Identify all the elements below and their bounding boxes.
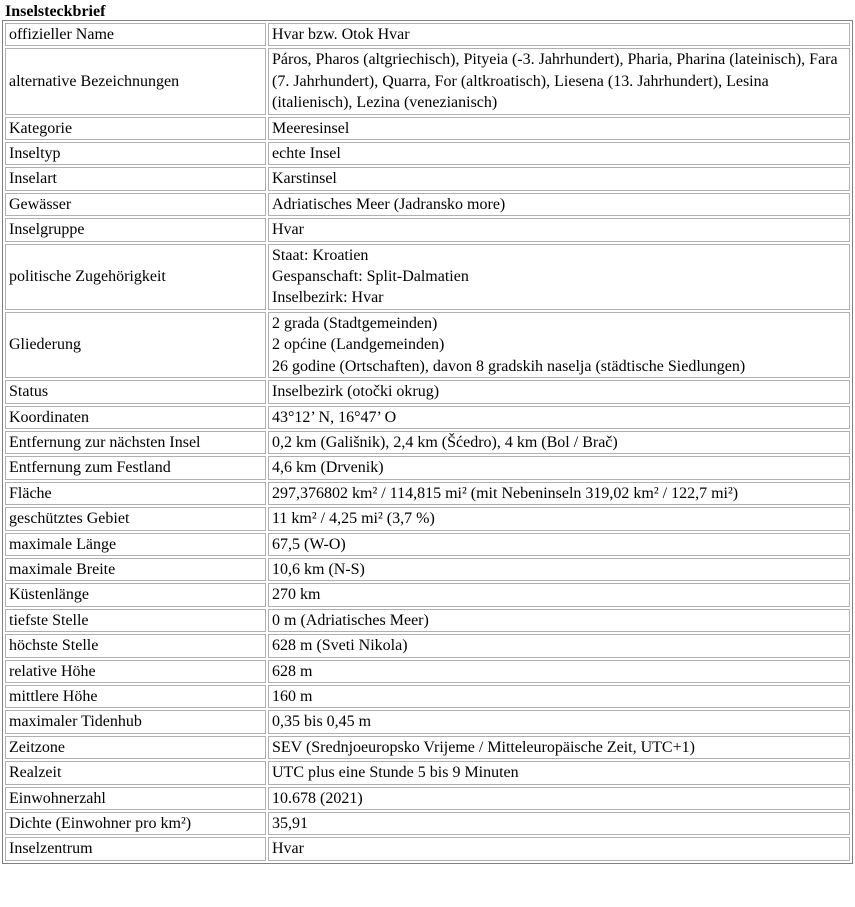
value-line: 11 km² / 4,25 mi² (3,7 %) (272, 510, 435, 528)
row-label: Einwohnerzahl (5, 787, 266, 810)
table-row (5, 406, 850, 429)
table-row (5, 787, 850, 810)
row-label: Entfernung zum Festland (5, 456, 266, 479)
value-line: 10,6 km (N-S) (272, 560, 365, 578)
value-line: 26 godine (Ortschaften), davon 8 gradskih naselja (städtische Siedlungen) (272, 357, 746, 375)
value-line: 297,376802 km² / 114,815 mi² (mit Nebeninseln 319,02 km² / 122,7 mi²) (272, 484, 739, 502)
table-row (5, 193, 850, 216)
row-value (268, 312, 850, 378)
row-label: maximale Länge (5, 533, 266, 556)
table-row (5, 609, 850, 632)
value-line: 160 m (272, 687, 313, 705)
row-label: Gliederung (5, 312, 266, 378)
table-row (5, 218, 850, 241)
row-value (268, 634, 850, 657)
row-label: geschütztes Gebiet (5, 507, 266, 530)
value-line: 35,91 (272, 815, 308, 832)
table-row (5, 244, 850, 310)
row-value (268, 837, 850, 860)
value-line: 628 m (272, 662, 313, 680)
table-row (5, 23, 850, 46)
value-line: Staat: Kroatien (272, 246, 369, 264)
row-value (268, 380, 850, 403)
value-line: Adriatisches Meer (Jadransko more) (272, 195, 506, 213)
value-line: 67,5 (W-O) (272, 535, 346, 553)
row-label: maximale Breite (5, 558, 266, 581)
row-label: Gewässer (5, 193, 266, 216)
row-label: Inselzentrum (5, 837, 266, 860)
table-row (5, 558, 850, 581)
table-row (5, 482, 850, 505)
value-line: 270 km (272, 586, 321, 604)
value-line: UTC plus eine Stunde 5 bis 9 Minuten (272, 764, 519, 782)
row-label: maximaler Tidenhub (5, 710, 266, 733)
value-line: Meeresinsel (272, 119, 350, 137)
value-line: 43°12’ N, 16°47’ O (272, 408, 397, 426)
table-row (5, 685, 850, 708)
row-label: Inselart (5, 167, 266, 190)
row-value (268, 583, 850, 606)
row-value (268, 660, 850, 683)
row-label: Koordinaten (5, 406, 266, 429)
table-caption: Inselsteckbrief (5, 3, 106, 20)
row-value (268, 736, 850, 759)
row-value (268, 244, 850, 310)
row-label: mittlere Höhe (5, 685, 266, 708)
value-line: Gespanschaft: Split-Dalmatien (272, 268, 469, 286)
row-value (268, 558, 850, 581)
row-value (268, 456, 850, 479)
value-line: 2 općine (Landgemeinden) (272, 336, 445, 354)
row-value (268, 218, 850, 241)
row-value (268, 142, 850, 165)
value-line: Hvar (272, 840, 304, 858)
row-label: Zeitzone (5, 736, 266, 759)
table-row (5, 456, 850, 479)
table-body (5, 23, 850, 861)
row-value (268, 812, 850, 835)
row-label: tiefste Stelle (5, 609, 266, 632)
value-line: SEV (Srednjoeuropsko Vrijeme / Mitteleuropäische Zeit, UTC+1) (272, 738, 695, 756)
row-value (268, 23, 850, 46)
row-value (268, 787, 850, 810)
island-profile-table (2, 20, 853, 864)
row-label: Status (5, 380, 266, 403)
table-row (5, 507, 850, 530)
row-value (268, 431, 850, 454)
value-line: 0,35 bis 0,45 m (272, 713, 372, 731)
row-label: alternative Bezeichnungen (5, 48, 266, 114)
value-line: 0 m (Adriatisches Meer) (272, 611, 429, 629)
table-row (5, 380, 850, 403)
value-line: Páros, Pharos (altgriechisch), Pityeia (-3. Jahrhundert), Pharia, Pharina (lateinisch), Fara (7. Jahrhundert), Quarra, For (altkroatisch), Liesena (13. Jahrhundert), Lesina (italienisch), Lezina (venezianisch) (272, 51, 838, 112)
value-line: 628 m (Sveti Nikola) (272, 637, 408, 655)
row-label: offizieller Name (5, 23, 266, 46)
row-label: relative Höhe (5, 660, 266, 683)
row-label: Dichte (Einwohner pro km²) (5, 812, 266, 835)
value-line: 2 grada (Stadtgemeinden) (272, 314, 438, 332)
row-label: Inselgruppe (5, 218, 266, 241)
row-label: Kategorie (5, 117, 266, 140)
table-row (5, 710, 850, 733)
table-row (5, 837, 850, 860)
row-value (268, 167, 850, 190)
row-value (268, 761, 850, 784)
row-value (268, 193, 850, 216)
value-line: 0,2 km (Gališnik), 2,4 km (Šćedro), 4 km (Bol / Brač) (272, 433, 618, 451)
row-value (268, 117, 850, 140)
row-label: Realzeit (5, 761, 266, 784)
table-row (5, 634, 850, 657)
value-line: echte Insel (272, 145, 341, 163)
row-label: Entfernung zur nächsten Insel (5, 431, 266, 454)
table-row (5, 48, 850, 114)
table-row (5, 761, 850, 784)
row-value (268, 609, 850, 632)
value-line: Inselbezirk: Hvar (272, 289, 384, 307)
table-row (5, 533, 850, 556)
table-row (5, 167, 850, 190)
row-label: Inseltyp (5, 142, 266, 165)
row-value (268, 482, 850, 505)
value-line: Hvar (272, 221, 304, 239)
row-value (268, 48, 850, 114)
table-row (5, 142, 850, 165)
row-value (268, 507, 850, 530)
value-line: Hvar bzw. Otok Hvar (272, 26, 410, 43)
table-row (5, 583, 850, 606)
row-label: höchste Stelle (5, 634, 266, 657)
table-row (5, 117, 850, 140)
table-row (5, 736, 850, 759)
row-value (268, 406, 850, 429)
table-row (5, 812, 850, 835)
table-row (5, 431, 850, 454)
row-label: Küstenlänge (5, 583, 266, 606)
value-line: Karstinsel (272, 170, 337, 188)
row-value (268, 710, 850, 733)
value-line: 4,6 km (Drvenik) (272, 459, 384, 477)
row-value (268, 685, 850, 708)
table-row (5, 660, 850, 683)
row-label: politische Zugehörigkeit (5, 244, 266, 310)
row-value (268, 533, 850, 556)
value-line: 10.678 (2021) (272, 789, 363, 807)
value-line: Inselbezirk (otočki okrug) (272, 383, 440, 401)
table-row (5, 312, 850, 378)
row-label: Fläche (5, 482, 266, 505)
